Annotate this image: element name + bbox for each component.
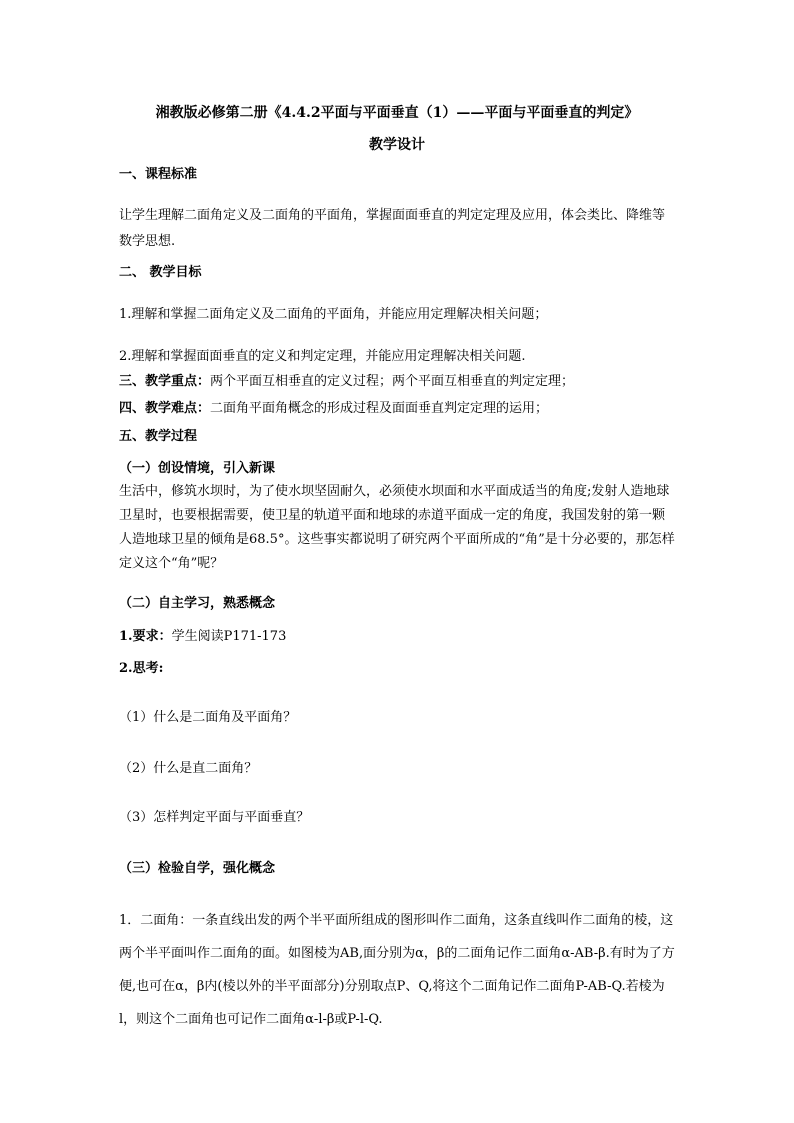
goal-2: 2.理解和掌握面面垂直的定义和判定定理，并能应用定理解决相关问题. xyxy=(119,349,526,364)
requirement-text: 学生阅读P171-173 xyxy=(171,629,287,644)
section-2-heading: 二、 教学目标 xyxy=(119,265,202,280)
part-3-heading: （三）检验自学，强化概念 xyxy=(119,861,276,876)
section-4-label: 四、教学难点： xyxy=(119,401,211,416)
section-3-text: 两个平面互相垂直的定义过程；两个平面互相垂直的判定定理； xyxy=(210,374,575,389)
part-1-text: 生活中，修筑水坝时，为了使水坝坚固耐久，必须使水坝面和水平面成适当的角度;发射人造地球卫星时，也要根据需要，使卫星的轨道平面和地球的赤道平面成一定的角度，我国发射的第一颗人造地球卫星的倾角是68.5°。这些事实都说明了研究两个平面所成的“角”是十分必要的，那怎样定义这个“角”呢？ xyxy=(119,484,675,571)
part-1-heading: （一）创设情境，引入新课 xyxy=(119,461,276,476)
question-1: （1）什么是二面角及平面角？ xyxy=(119,710,297,725)
requirement-label: 1.要求： xyxy=(119,629,172,644)
section-3 xyxy=(119,373,574,391)
part-2-heading: （二）自主学习，熟悉概念 xyxy=(119,596,276,611)
section-1-heading: 一、课程标准 xyxy=(119,167,198,182)
question-3: （3）怎样判定平面与平面垂直？ xyxy=(119,810,310,825)
section-1-text: 让学生理解二面角定义及二面角的平面角，掌握面面垂直的判定定理及应用，体会类比、降维等数学思想. xyxy=(119,208,666,249)
section-4 xyxy=(119,400,548,418)
question-2: （2）什么是直二面角？ xyxy=(119,761,258,776)
section-5-heading: 五、教学过程 xyxy=(119,429,198,444)
section-4-text: 二面角平面角概念的形成过程及面面垂直判定定理的运用； xyxy=(210,401,549,416)
think-label: 2.思考: xyxy=(119,661,164,676)
goal-1: 1.理解和掌握二面角定义及二面角的平面角，并能应用定理解决相关问题； xyxy=(119,307,548,322)
requirement xyxy=(119,628,286,646)
definition-text: 1．二面角：一条直线出发的两个半平面所组成的图形叫作二面角，这条直线叫作二面角的棱，这两个半平面叫作二面角的面。如图棱为AB,面分别为α，β的二面角记作二面角α-AB-β.有时为了方便,也可在α，β内(棱以外的半平面部分)分别取点P、Q,将这个二面角记作二面角P-AB-Q.若棱为l，则这个二面角也可记作二面角α-l-β或P-l-Q. xyxy=(119,913,675,1027)
document-subtitle: 教学设计 xyxy=(369,137,425,153)
section-3-label: 三、教学重点： xyxy=(119,374,211,389)
document-title: 湘教版必修第二册《4.4.2平面与平面垂直（1）——平面与平面垂直的判定》 xyxy=(155,105,639,121)
